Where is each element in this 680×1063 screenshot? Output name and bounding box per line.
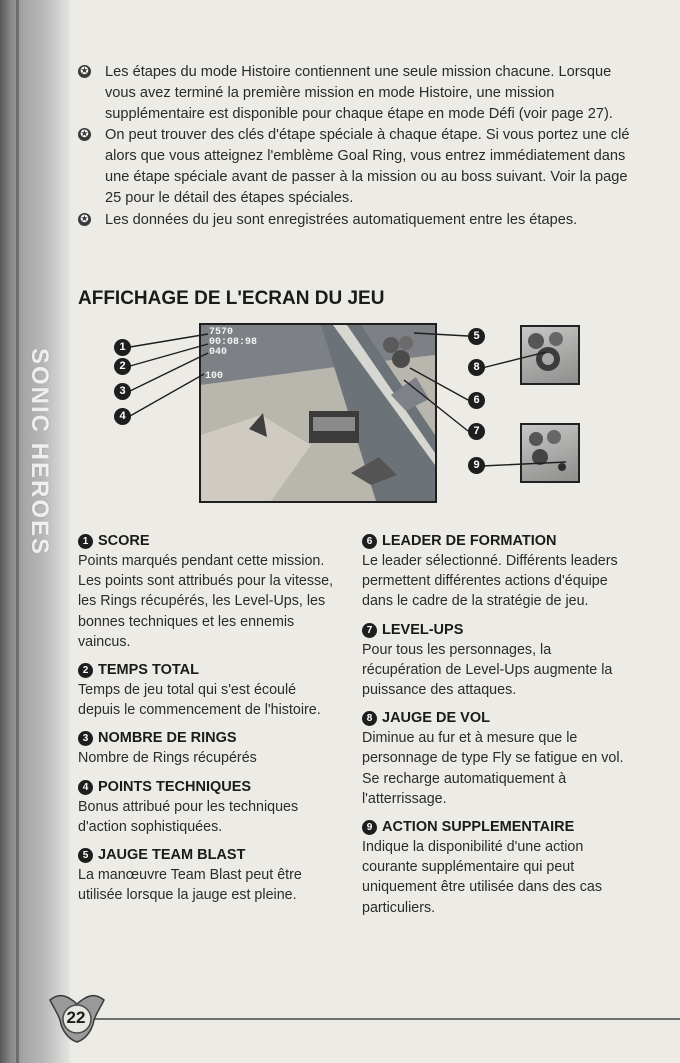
callout-5: 5 xyxy=(468,328,485,345)
legend-heading xyxy=(78,728,340,748)
legend-item xyxy=(362,531,632,612)
legend-body: Le leader sélectionné. Différents leaders permettent différentes actions d'équipe dans le cadre de la stratégie de jeu. xyxy=(362,553,618,610)
callout-9: 9 xyxy=(468,457,485,474)
legend-number: 8 xyxy=(362,711,377,726)
hud-time: 00:08:98 xyxy=(209,337,258,348)
legend-left-column xyxy=(78,531,340,913)
legend-item xyxy=(362,817,632,918)
legend-right-column xyxy=(362,531,632,926)
legend-heading xyxy=(78,845,340,865)
bullet-text: On peut trouver des clés d'étape spéciale à chaque étape. Si vous portez une clé alors que vous atteignez l'emblème Goal Ring, vous entrez immédiatement dans une étape spéciale avant de passer à la mission ou au boss suivant. Voir la page 25 pour le détail des étapes spéciales. xyxy=(105,127,630,206)
star-bullet-icon: ✪ xyxy=(78,65,91,78)
hud-tech: 100 xyxy=(205,371,224,382)
legend-body: Temps de jeu total qui s'est écoulé depuis le commencement de l'histoire. xyxy=(78,682,321,719)
legend-number: 5 xyxy=(78,848,93,863)
callout-3: 3 xyxy=(114,383,131,400)
legend-heading xyxy=(78,531,340,551)
legend-item xyxy=(78,728,340,768)
legend-heading xyxy=(78,660,340,680)
legend-body: Nombre de Rings récupérés xyxy=(78,750,257,767)
legend-heading xyxy=(362,531,632,551)
bullet-text: Les étapes du mode Histoire contiennent une seule mission chacune. Lorsque vous avez terminé la première mission en mode Histoire, une mission supplémentaire est disponible pour chaque étape en mode Défi (voir page 27). xyxy=(105,64,613,122)
legend-title: NOMBRE DE RINGS xyxy=(98,730,237,747)
legend-item xyxy=(362,620,632,701)
legend-title: LEVEL-UPS xyxy=(382,621,464,638)
legend-body: Pour tous les personnages, la récupération de Level-Ups augmente la puissance des attaques. xyxy=(362,641,613,699)
legend-number: 1 xyxy=(78,534,93,549)
legend-number: 4 xyxy=(78,780,93,795)
legend-heading xyxy=(362,817,632,837)
callout-4: 4 xyxy=(114,408,131,425)
star-bullet-icon: ✪ xyxy=(78,213,91,226)
legend-title: LEADER DE FORMATION xyxy=(382,533,557,549)
star-bullet-icon: ✪ xyxy=(78,128,91,141)
legend-title: JAUGE TEAM BLAST xyxy=(98,847,246,864)
legend-number: 3 xyxy=(78,731,93,746)
legend-title: JAUGE DE VOL xyxy=(382,710,490,727)
legend-title: TEMPS TOTAL xyxy=(98,662,199,679)
section-title: AFFICHAGE DE L'ECRAN DU JEU xyxy=(78,288,385,309)
spine-title: SONIC HEROES xyxy=(26,348,53,557)
callout-2: 2 xyxy=(114,358,131,375)
callout-8: 8 xyxy=(468,359,485,376)
legend-body: La manœuvre Team Blast peut être utilisée lorsque la jauge est pleine. xyxy=(78,867,302,904)
legend-number: 2 xyxy=(78,663,93,678)
legend-heading xyxy=(78,777,340,797)
legend-body: Bonus attribué pour les techniques d'action sophistiquées. xyxy=(78,798,299,835)
legend-heading xyxy=(362,620,632,640)
bullet-text: Les données du jeu sont enregistrées automatiquement entre les étapes. xyxy=(105,211,578,228)
callout-7: 7 xyxy=(468,423,485,440)
legend-item xyxy=(78,777,340,837)
legend-item xyxy=(78,845,340,905)
legend-title: SCORE xyxy=(98,533,150,549)
page-number: 22 xyxy=(66,1008,86,1027)
hud-score: 7570 xyxy=(209,327,234,338)
legend-item xyxy=(78,531,340,652)
legend-item xyxy=(78,660,340,720)
legend-heading xyxy=(362,708,632,728)
callout-6: 6 xyxy=(468,392,485,409)
legend-body: Indique la disponibilité d'une action courante supplémentaire qui peut uniquement être utilisée dans des cas particuliers. xyxy=(362,839,603,916)
callout-1: 1 xyxy=(114,339,131,356)
legend-number: 6 xyxy=(362,534,377,549)
legend-body: Points marqués pendant cette mission. Les points sont attribués pour la vitesse, les Rings récupérés, les Level-Ups, les bonnes techniques et les ennemis vaincus. xyxy=(78,553,334,650)
legend-title: POINTS TECHNIQUES xyxy=(98,778,252,795)
legend-item xyxy=(362,708,632,809)
footer-rule xyxy=(74,1018,680,1020)
hud-rings: 040 xyxy=(209,347,228,358)
legend-number: 9 xyxy=(362,820,377,835)
legend-number: 7 xyxy=(362,623,377,638)
legend-body: Diminue au fur et à mesure que le personnage de type Fly se fatigue en vol. Se recharge automatiquement à l'atterrissage. xyxy=(362,730,624,807)
legend-title: ACTION SUPPLEMENTAIRE xyxy=(382,819,575,836)
